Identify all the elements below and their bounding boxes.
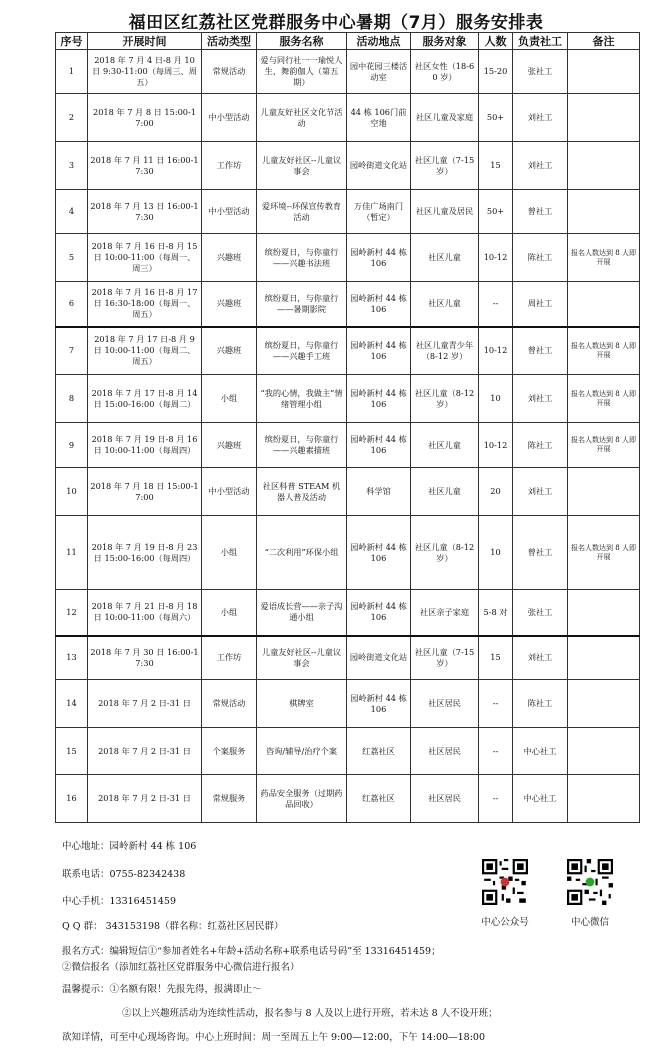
cell-target: 社区儿童: [411, 423, 479, 468]
cell-staff: 刘社工: [513, 468, 568, 516]
cell-staff: 曾社工: [513, 190, 568, 234]
cell-type: 小组: [202, 590, 257, 636]
cell-count: 10: [479, 375, 513, 423]
cell-place: 园岭新村 44 栋 106: [347, 590, 411, 636]
cell-no: 4: [56, 190, 88, 234]
table-row: [56, 190, 640, 234]
cell-note: [568, 190, 640, 234]
signup-method-2: ②微信报名（添加红荔社区党群服务中心微信进行报名）: [62, 962, 300, 973]
table-header-row: [56, 33, 640, 50]
cell-type: 常规服务: [202, 775, 257, 823]
cell-staff: 曾社工: [513, 327, 568, 375]
cell-count: 15: [479, 142, 513, 190]
cell-name: “二次利用”环保小组: [257, 516, 347, 590]
table-row: [56, 728, 640, 775]
cell-target: 社区儿童: [411, 468, 479, 516]
cell-name: 儿童友好社区文化节活动: [257, 94, 347, 142]
cell-no: 1: [56, 50, 88, 94]
cell-target: 社区居民: [411, 775, 479, 823]
cell-staff: 中心社工: [513, 775, 568, 823]
cell-target: 社区儿童（7-15 岁）: [411, 636, 479, 680]
table-row: [56, 516, 640, 590]
cell-target: 社区儿童青少年（8-12 岁）: [411, 327, 479, 375]
header-target: 服务对象: [411, 33, 479, 50]
cell-count: 10-12: [479, 423, 513, 468]
cell-time: 2018 年 7 月 13 日 16:00-17:30: [88, 190, 202, 234]
cell-note: 报名人数达到 8 人即开展: [568, 234, 640, 282]
cell-note: 报名人数达到 8 人即开展: [568, 327, 640, 375]
wechat-qr-icon: [567, 859, 613, 905]
header-place: 活动地点: [347, 33, 411, 50]
cell-staff: 刘社工: [513, 636, 568, 680]
cell-time: 2018 年 7 月 21 日-8 月 18 日 10:00-11:00（每周六）: [88, 590, 202, 636]
more-info: 欲知详情，可至中心现场咨询。中心上班时间：周一至周五上午 9:00—12:00，下午 14:00—18:00: [62, 1032, 486, 1043]
cell-no: 3: [56, 142, 88, 190]
cell-time: 2018 年 7 月 16 日-8 月 15 日 10:00-11:00（每周一、周三）: [88, 234, 202, 282]
cell-type: 个案服务: [202, 728, 257, 775]
cell-type: 兴趣班: [202, 423, 257, 468]
header-name: 服务名称: [257, 33, 347, 50]
cell-note: [568, 680, 640, 728]
cell-place: 园岭街道文化站: [347, 142, 411, 190]
header-staff: 负责社工: [513, 33, 568, 50]
cell-note: [568, 590, 640, 636]
cell-no: 15: [56, 728, 88, 775]
table-row: [56, 375, 640, 423]
cell-no: 14: [56, 680, 88, 728]
tip-1: 温馨提示：①名额有限！先报先得，报满即止～: [62, 984, 262, 995]
cell-note: [568, 282, 640, 327]
cell-time: 2018 年 7 月 4 日-8 月 10 日 9:30-11:00（每周三、周五）: [88, 50, 202, 94]
cell-target: 社区儿童及家庭: [411, 94, 479, 142]
cell-staff: 刘社工: [513, 142, 568, 190]
cell-name: 缤纷夏日，与你童行——暑期影院: [257, 282, 347, 327]
cell-count: --: [479, 282, 513, 327]
cell-name: 缤纷夏日，与你童行——兴趣书法班: [257, 234, 347, 282]
cell-no: 10: [56, 468, 88, 516]
cell-note: [568, 142, 640, 190]
header-time: 开展时间: [88, 33, 202, 50]
header-note: 备注: [568, 33, 640, 50]
center-address: 中心地址：园岭新村 44 栋 106: [62, 841, 197, 852]
cell-staff: 刘社工: [513, 94, 568, 142]
cell-count: 10: [479, 516, 513, 590]
contact-phone: 联系电话：0755-82342438: [62, 869, 186, 880]
cell-place: 科学馆: [347, 468, 411, 516]
table-row: [56, 327, 640, 375]
cell-target: 社区居民: [411, 728, 479, 775]
cell-type: 小组: [202, 375, 257, 423]
cell-time: 2018 年 7 月 2 日-31 日: [88, 775, 202, 823]
cell-staff: 周社工: [513, 282, 568, 327]
cell-name: 爱语成长营——亲子沟通小组: [257, 590, 347, 636]
cell-note: [568, 468, 640, 516]
header-type: 活动类型: [202, 33, 257, 50]
table-row: [56, 468, 640, 516]
cell-no: 2: [56, 94, 88, 142]
cell-place: 园岭新村 44 栋 106: [347, 516, 411, 590]
cell-target: 社区儿童及居民: [411, 190, 479, 234]
cell-place: 万佳广场南门（暂定）: [347, 190, 411, 234]
cell-count: 15: [479, 636, 513, 680]
cell-note: [568, 50, 640, 94]
cell-time: 2018 年 7 月 17 日-8 月 9 日 10:00-11:00（每周二、周五）: [88, 327, 202, 375]
cell-staff: 中心社工: [513, 728, 568, 775]
cell-name: 爱与同行社一一瑜悦人生，舞韵伽人（第五期）: [257, 50, 347, 94]
cell-time: 2018 年 7 月 30 日 16:00-17:30: [88, 636, 202, 680]
cell-name: 棋牌室: [257, 680, 347, 728]
cell-type: 常规活动: [202, 680, 257, 728]
cell-type: 兴趣班: [202, 234, 257, 282]
cell-place: 园中花园三楼活动室: [347, 50, 411, 94]
cell-time: 2018 年 7 月 16 日-8 月 17 日 16:30-18:00（每周一、周五）: [88, 282, 202, 327]
table-row: [56, 636, 640, 680]
cell-name: 缤纷夏日，与你童行——兴趣素描班: [257, 423, 347, 468]
cell-note: 报名人数达到 8 人即开展: [568, 423, 640, 468]
cell-staff: 陈社工: [513, 234, 568, 282]
cell-no: 11: [56, 516, 88, 590]
cell-type: 中小型活动: [202, 468, 257, 516]
cell-type: 中小型活动: [202, 190, 257, 234]
cell-count: --: [479, 728, 513, 775]
signup-method-1: 报名方式：编辑短信①“参加者姓名+年龄+活动名称+联系电话号码”至 13316451459；: [62, 946, 441, 957]
cell-count: 10-12: [479, 327, 513, 375]
cell-target: 社区儿童（7-15 岁）: [411, 142, 479, 190]
cell-count: 50+: [479, 94, 513, 142]
cell-staff: 张社工: [513, 590, 568, 636]
cell-place: 44 栋 106门前空地: [347, 94, 411, 142]
cell-target: 社区儿童: [411, 234, 479, 282]
cell-no: 8: [56, 375, 88, 423]
cell-count: --: [479, 680, 513, 728]
cell-type: 常规活动: [202, 50, 257, 94]
cell-note: [568, 636, 640, 680]
cell-type: 兴趣班: [202, 282, 257, 327]
cell-count: 15-20: [479, 50, 513, 94]
table-row: [56, 50, 640, 94]
cell-count: 20: [479, 468, 513, 516]
table-row: [56, 590, 640, 636]
schedule-table: [55, 32, 640, 823]
cell-target: 社区儿童: [411, 282, 479, 327]
cell-type: 中小型活动: [202, 94, 257, 142]
public-account-qr-icon: [482, 859, 528, 905]
qq-group: Q Q 群： 343153198（群名称：红荔社区居民群）: [62, 921, 284, 932]
cell-staff: 刘社工: [513, 375, 568, 423]
cell-no: 13: [56, 636, 88, 680]
page-title: 福田区红荔社区党群服务中心暑期（7月）服务安排表: [128, 13, 544, 33]
cell-place: 红荔社区: [347, 775, 411, 823]
cell-name: 爱环境--环保宣传教育活动: [257, 190, 347, 234]
cell-time: 2018 年 7 月 2 日-31 日: [88, 680, 202, 728]
cell-no: 9: [56, 423, 88, 468]
cell-type: 小组: [202, 516, 257, 590]
cell-target: 社区女性（18-60 岁）: [411, 50, 479, 94]
cell-staff: 陈社工: [513, 680, 568, 728]
cell-note: [568, 775, 640, 823]
cell-place: 园岭街道文化站: [347, 636, 411, 680]
cell-place: 园岭新村 44 栋 106: [347, 234, 411, 282]
cell-name: 缤纷夏日，与你童行——兴趣手工班: [257, 327, 347, 375]
cell-type: 兴趣班: [202, 327, 257, 375]
cell-time: 2018 年 7 月 19 日-8 月 16 日 10:00-11:00（每周四）: [88, 423, 202, 468]
table-row: [56, 282, 640, 327]
cell-target: 社区居民: [411, 680, 479, 728]
cell-no: 5: [56, 234, 88, 282]
table-row: [56, 680, 640, 728]
cell-name: 儿童友好社区--儿童议事会: [257, 636, 347, 680]
cell-time: 2018 年 7 月 18 日 15:00-17:00: [88, 468, 202, 516]
cell-no: 12: [56, 590, 88, 636]
cell-count: --: [479, 775, 513, 823]
cell-name: “我的心情，我做主”情绪管理小组: [257, 375, 347, 423]
cell-time: 2018 年 7 月 8 日 15:00-17:00: [88, 94, 202, 142]
cell-staff: 陈社工: [513, 423, 568, 468]
cell-type: 工作坊: [202, 636, 257, 680]
cell-place: 园岭新村 44 栋 106: [347, 423, 411, 468]
cell-no: 6: [56, 282, 88, 327]
public-account-qr-label: 中心公众号: [481, 917, 529, 928]
cell-place: 园岭新村 44 栋 106: [347, 680, 411, 728]
cell-time: 2018 年 7 月 2 日-31 日: [88, 728, 202, 775]
cell-name: 药品安全服务（过期药品回收）: [257, 775, 347, 823]
cell-place: 园岭新村 44 栋 106: [347, 282, 411, 327]
cell-note: 报名人数达到 8 人即开展: [568, 375, 640, 423]
cell-name: 社区科普 STEAM 机器人普及活动: [257, 468, 347, 516]
cell-name: 咨询/辅导/治疗个案: [257, 728, 347, 775]
table-row: [56, 423, 640, 468]
cell-target: 社区儿童（8-12 岁）: [411, 516, 479, 590]
table-row: [56, 94, 640, 142]
table-row: [56, 234, 640, 282]
cell-note: [568, 728, 640, 775]
cell-no: 7: [56, 327, 88, 375]
cell-no: 16: [56, 775, 88, 823]
cell-place: 园岭新村 44 栋 106: [347, 327, 411, 375]
cell-note: [568, 94, 640, 142]
cell-count: 50+: [479, 190, 513, 234]
cell-time: 2018 年 7 月 11 日 16:00-17:30: [88, 142, 202, 190]
cell-staff: 曾社工: [513, 516, 568, 590]
cell-staff: 张社工: [513, 50, 568, 94]
cell-place: 红荔社区: [347, 728, 411, 775]
table-row: [56, 775, 640, 823]
cell-count: 10-12: [479, 234, 513, 282]
table-row: [56, 142, 640, 190]
cell-place: 园岭新村 44 栋 106: [347, 375, 411, 423]
cell-name: 儿童友好社区--儿童议事会: [257, 142, 347, 190]
cell-count: 5-8 对: [479, 590, 513, 636]
cell-target: 社区亲子家庭: [411, 590, 479, 636]
header-count: 人数: [479, 33, 513, 50]
wechat-qr-label: 中心微信: [570, 917, 609, 928]
cell-note: 报名人数达到 8 人即开展: [568, 516, 640, 590]
cell-type: 工作坊: [202, 142, 257, 190]
tip-2: ②以上兴趣班活动为连续性活动，报名参与 8 人及以上进行开班，若未达 8 人不设开班；: [122, 1008, 498, 1019]
cell-target: 社区儿童（8-12 岁）: [411, 375, 479, 423]
cell-time: 2018 年 7 月 19 日-8 月 23 日 15:00-16:00（每周四）: [88, 516, 202, 590]
header-no: 序号: [56, 33, 88, 50]
center-mobile: 中心手机：13316451459: [62, 896, 176, 907]
cell-time: 2018 年 7 月 17 日-8 月 14 日 15:00-16:00（每周二）: [88, 375, 202, 423]
